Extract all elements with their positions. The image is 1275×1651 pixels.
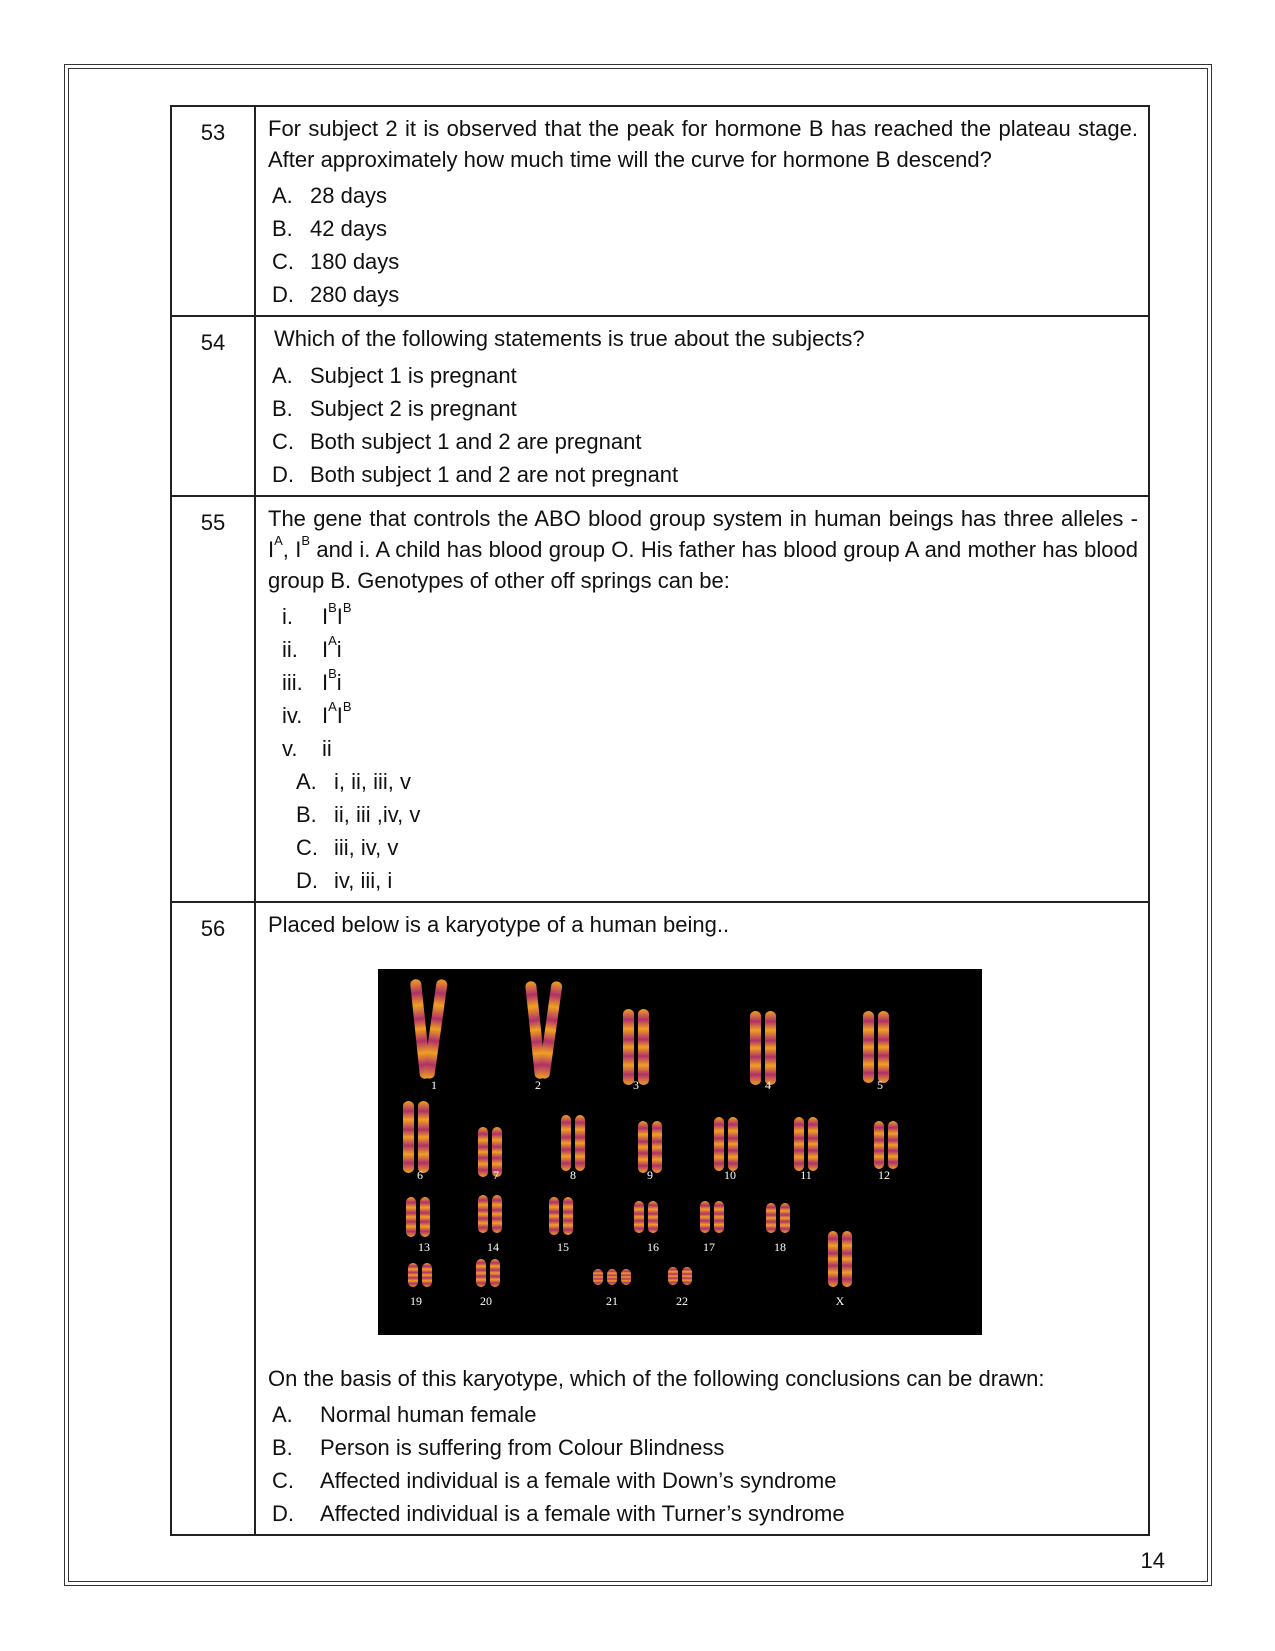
answer-option [268, 245, 1138, 278]
chromosome-19 [408, 1263, 418, 1287]
chromosome-X [842, 1231, 852, 1287]
chromosome-3 [638, 1009, 649, 1085]
chromosome-21 [621, 1269, 631, 1285]
chromosome-11 [794, 1117, 804, 1171]
answer-option [268, 458, 1138, 491]
chromosome-9 [638, 1121, 648, 1173]
genotype-list [282, 600, 1138, 765]
chromosome-label: 19 [410, 1293, 422, 1308]
genotype-value: ii [322, 736, 332, 762]
option-key: A. [272, 183, 293, 209]
option-key: D. [296, 868, 318, 894]
genotype-item [282, 699, 1138, 732]
page-number: 14 [1140, 1548, 1165, 1573]
option-key: A. [296, 769, 317, 795]
chromosome-17 [700, 1201, 710, 1233]
option-key: B. [272, 395, 293, 421]
chromosome-14 [492, 1195, 502, 1233]
option-key: C. [296, 835, 318, 861]
chromosome-label: 13 [418, 1239, 430, 1254]
genotype-key: ii. [282, 637, 298, 663]
question-body-54 [255, 316, 1149, 495]
option-key: A. [272, 1401, 293, 1427]
genotype-value: $I^Bi$ [322, 666, 342, 696]
chromosome-label: X [835, 1293, 845, 1308]
chromosome-7 [478, 1127, 488, 1177]
option-text: Person is suffering from Colour Blindness [320, 1434, 725, 1460]
stem-text: The gene that controls the ABO blood group system in human beings has three alleles -I [268, 505, 1138, 562]
chromosome-label: 17 [703, 1239, 715, 1254]
superscript: A [274, 532, 283, 548]
chromosome-label: 2 [535, 1077, 541, 1092]
stem-text: , I [282, 536, 302, 562]
option-text: Both subject 1 and 2 are pregnant [310, 428, 642, 454]
answer-option [292, 864, 1138, 897]
answer-option [292, 765, 1138, 798]
question-row-53 [171, 106, 1149, 316]
question-number: 56 [171, 902, 255, 1534]
question-number: 53 [171, 106, 255, 316]
options-56 [268, 1398, 1138, 1530]
chromosome-18 [766, 1203, 776, 1233]
chromosome-16 [634, 1201, 644, 1233]
genotype-key: v. [282, 736, 298, 762]
stem-text: and i. A child has blood group O. His father has blood group A and mother has blood group B. Genotypes of other off springs can be: [268, 536, 1138, 594]
option-text: i, ii, iii, v [334, 769, 411, 795]
chromosome-label: 5 [877, 1077, 883, 1092]
chromosome-label: 8 [570, 1167, 576, 1182]
chromosome-12 [874, 1121, 884, 1169]
chromosome-5 [878, 1011, 889, 1083]
chromosome-label: 18 [774, 1239, 786, 1254]
chromosome-label: 11 [800, 1167, 812, 1182]
option-text: 280 days [310, 282, 400, 308]
chromosome-label: 21 [606, 1293, 618, 1308]
chromosome-13 [406, 1197, 416, 1237]
question-row-56 [171, 902, 1149, 1534]
chromosome-label: 20 [480, 1293, 492, 1308]
option-text: iv, iii, i [334, 868, 393, 894]
options-53 [268, 179, 1138, 311]
genotype-item [282, 633, 1138, 666]
chromosome-15 [563, 1197, 573, 1235]
chromosome-label: 7 [493, 1167, 499, 1182]
question-stem: Placed below is a karyotype of a human being.. [268, 912, 730, 938]
chromosome-10 [714, 1117, 724, 1171]
question-table [170, 105, 1150, 1536]
option-key: D. [272, 1500, 294, 1526]
option-key: B. [272, 216, 293, 242]
genotype-key: i. [282, 604, 293, 630]
question-stem [268, 503, 1138, 597]
chromosome-14 [478, 1195, 488, 1233]
chromosome-8 [575, 1115, 585, 1171]
answer-option [292, 831, 1138, 864]
option-key: D. [272, 461, 294, 487]
genotype-item [282, 666, 1138, 699]
question-body-55 [255, 496, 1149, 903]
answer-option [268, 212, 1138, 245]
option-text: iii, iv, v [334, 835, 399, 861]
question-stem: Which of the following statements is true about the subjects? [274, 326, 865, 352]
answer-option [268, 359, 1138, 392]
chromosome-6 [418, 1101, 429, 1173]
question-body-53 [255, 106, 1149, 316]
chromosome-label: 3 [633, 1077, 639, 1092]
chromosome-17 [714, 1201, 724, 1233]
chromosome-4 [750, 1011, 761, 1085]
chromosome-label: 1 [431, 1077, 437, 1092]
genotype-value: $I^AI^B$ [322, 699, 352, 729]
chromosome-18 [780, 1203, 790, 1233]
chromosome-label: 14 [487, 1239, 499, 1254]
question-stem: For subject 2 it is observed that the peak for hormone B has reached the plateau stage. After approximately how much time will the curve for hormone B descend? [268, 116, 1138, 173]
chromosome-5 [863, 1011, 874, 1083]
option-text: 180 days [310, 249, 400, 275]
option-text: 42 days [310, 216, 388, 242]
genotype-value: $I^Ai$ [322, 633, 342, 663]
option-key: B. [296, 802, 317, 828]
genotype-key: iii. [282, 670, 303, 696]
chromosome-4 [765, 1011, 776, 1085]
chromosome-3 [623, 1009, 634, 1085]
option-key: B. [272, 1434, 293, 1460]
chromosome-11 [808, 1117, 818, 1171]
chromosome-9 [652, 1121, 662, 1173]
chromosome-21 [593, 1269, 603, 1285]
option-key: D. [272, 282, 294, 308]
chromosome-15 [549, 1197, 559, 1235]
question-number: 55 [171, 496, 255, 903]
chromosome-label: 15 [557, 1239, 569, 1254]
chromosome-6 [403, 1101, 414, 1173]
answer-option [268, 1497, 1138, 1530]
superscript: B [301, 532, 311, 548]
chromosome-20 [490, 1259, 500, 1287]
option-key: C. [272, 249, 294, 275]
chromosome-12 [888, 1121, 898, 1169]
question-number: 54 [171, 316, 255, 495]
chromosome-label: 12 [878, 1167, 890, 1182]
options-54 [268, 359, 1138, 491]
option-text: Subject 1 is pregnant [310, 362, 517, 388]
option-text: Subject 2 is pregnant [310, 395, 517, 421]
question-row-55 [171, 496, 1149, 903]
conclusion-question: On the basis of this karyotype, which of the following conclusions can be drawn: [268, 1365, 1045, 1391]
chromosome-label: 6 [417, 1167, 423, 1182]
answer-option [268, 1398, 1138, 1431]
option-text: Both subject 1 and 2 are not pregnant [310, 461, 679, 487]
option-text: Affected individual is a female with Turner’s syndrome [320, 1500, 845, 1526]
chromosome-label: 10 [724, 1167, 736, 1182]
chromosome-label: 4 [765, 1077, 771, 1092]
answer-option [268, 179, 1138, 212]
answer-option [268, 1431, 1138, 1464]
chromosome-20 [476, 1259, 486, 1287]
option-text: 28 days [310, 183, 388, 209]
options-55 [292, 765, 1138, 897]
chromosome-19 [422, 1263, 432, 1287]
answer-option [268, 1464, 1138, 1497]
genotype-key: iv. [282, 703, 303, 729]
chromosome-label: 9 [647, 1167, 653, 1182]
option-text: ii, iii ,iv, v [334, 802, 421, 828]
answer-option [268, 392, 1138, 425]
chromosome-22 [668, 1267, 678, 1285]
chromosome-22 [682, 1267, 692, 1285]
karyotype-image [378, 969, 982, 1335]
answer-option [292, 798, 1138, 831]
option-text: Affected individual is a female with Down’s syndrome [320, 1467, 837, 1493]
chromosome-label: 22 [676, 1293, 688, 1308]
option-key: A. [272, 362, 293, 388]
answer-option [268, 425, 1138, 458]
chromosome-X [828, 1231, 838, 1287]
option-key: C. [272, 1467, 294, 1493]
chromosome-21 [607, 1269, 617, 1285]
chromosome-label: 16 [647, 1239, 659, 1254]
genotype-value: $I^BI^B$ [322, 600, 352, 630]
genotype-item [282, 600, 1138, 633]
chromosome-16 [648, 1201, 658, 1233]
answer-option [268, 278, 1138, 311]
chromosome-13 [420, 1197, 430, 1237]
chromosome-8 [561, 1115, 571, 1171]
option-key: C. [272, 428, 294, 454]
question-body-56 [255, 902, 1149, 1534]
option-text: Normal human female [320, 1401, 537, 1427]
question-row-54 [171, 316, 1149, 495]
chromosome-10 [728, 1117, 738, 1171]
genotype-item [282, 732, 1138, 765]
